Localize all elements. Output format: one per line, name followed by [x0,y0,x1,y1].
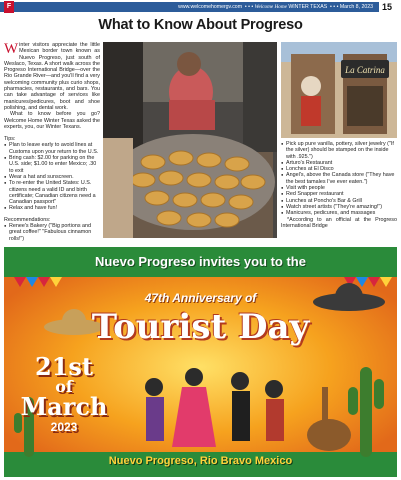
header-info: www.welcomehomergv.com • • • Welcome Home WINTER TEXAS • • • March 8, 2023 [178,4,373,10]
list-item: ● Lonches at El Disco [281,166,397,172]
date-year: 2023 [50,420,78,434]
banner-anniversary: 47th Anniversary of [144,291,257,305]
storefront-photo [281,42,397,138]
date-month: March [20,392,108,421]
tortilla-photo [103,42,277,238]
intro-paragraph-2: What to know before you go? Welcome Home Winter Texas asked the experts, you, our Winter Texans. [4,111,100,130]
date-of: of [55,377,73,396]
publication-logo: F [4,1,14,13]
activities-list [281,141,397,217]
list-item: ● Relax and have fun! [4,205,100,211]
intro-paragraph: Winter visitors appreciate the little Mexican border town known as Nuevo Progreso, just south of Weslaco, Texas. A short walk across the Progreso International Bridge—over the Rio Grande River—and you'll find a very welcoming community plus curio shops, pharmacies, restaurants, and bars. You can take advantage of services like manicures/pedicures, boot and shoe polishing, and dental work. [4,41,101,111]
list-item: ● Arturo's Restaurant [281,160,397,166]
tips-list [4,142,100,211]
recommendations-list [4,223,100,242]
right-column [281,141,397,229]
list-item: ● Bring cash: $2.00 for parking on the U.S. side; $1.00 to enter Mexico; .30 to exit [4,155,100,174]
tortilla-illustration [103,42,277,238]
banner-footer: Nuevo Progreso, Rio Bravo Mexico [108,455,293,467]
list-item: ● Lunches at Poncho's Bar & Grill [281,198,397,204]
page-number: 15 [381,2,392,12]
date-day: 21st [35,352,93,381]
closing-note: *According to an official at the Progreso International Bridge [281,216,397,229]
list-item: ● Wear a hat and sunscreen. [4,174,100,180]
tourist-day-ad [4,247,397,477]
recommendations-heading: Recommendations: [4,216,51,223]
list-item: ● Plan to leave early to avoid lines at Customs upon your return to the U.S. [4,142,100,155]
tips-heading: Tips: [4,136,16,143]
page-header [0,0,401,14]
list-item: ● Pick up pure vanilla, pottery, silver jewelry ("If the silver) should be stamped on the inside with .925.") [281,141,397,160]
drop-cap: W [4,41,19,57]
list-item: ● Renee's Bakery ("Big portions and great coffee!" "Fabulous cinnamon rolls!") [4,223,100,242]
list-item: ● Manicures, pedicures, and massages [281,210,397,216]
list-item: ● Angel's, above the Canada store ("They have the best tamales I've ever eaten.") [281,172,397,185]
brand-name: Welcome Home [254,4,287,10]
article-title: What to Know About Progreso [98,17,303,33]
list-item: ● Visit with people [281,185,397,191]
site-url[interactable]: www.welcomehomergv.com [178,4,243,10]
issue-date: March 8, 2023 [339,4,373,10]
list-item: ● Watch street artists ("They're amazing!") [281,204,397,210]
banner-event-title: Tourist Day [91,307,310,347]
banner-date [18,352,110,435]
storefront-illustration [281,42,397,138]
list-item: ● To re-enter the United States: U.S. citizens need a valid ID and birth certificate; Canadian citizens need a Canadian passport" [4,180,100,205]
banner-invite: Nuevo Progreso invites you to the [95,254,306,269]
edition-name: WINTER TEXAS [288,4,328,10]
store-sign: La Catrina [345,65,385,75]
left-column [4,42,100,242]
list-item: ● Red Snapper restaurant [281,191,397,197]
